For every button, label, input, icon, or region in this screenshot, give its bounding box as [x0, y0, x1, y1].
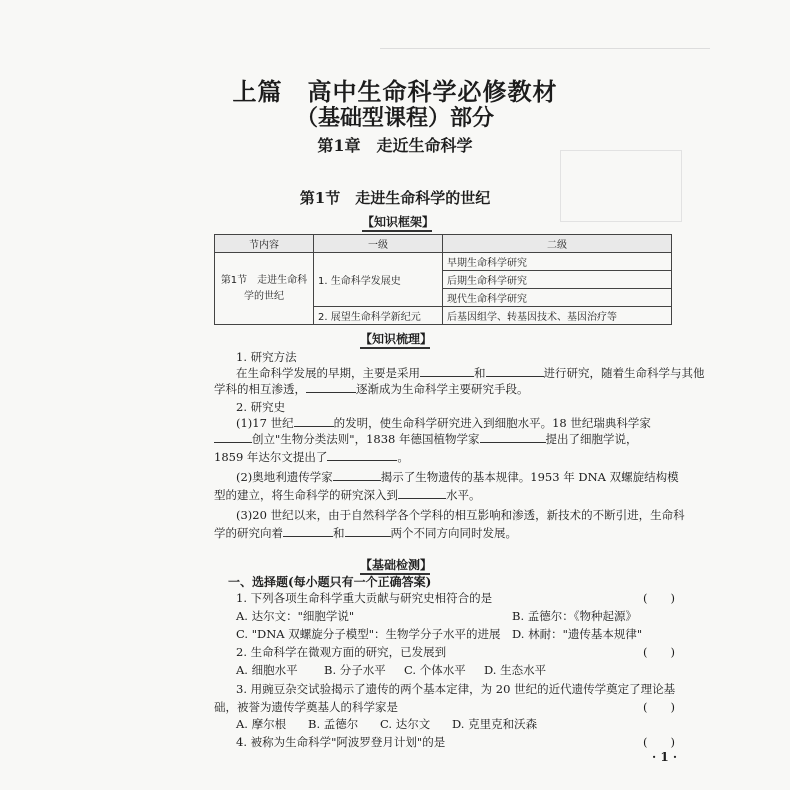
question-1: 1. 下列各项生命科学重大贡献与研究史相符合的是 — [236, 591, 493, 605]
bleed-through — [560, 150, 682, 222]
fill-blank[interactable] — [420, 376, 474, 377]
text: 水平。 — [446, 488, 481, 502]
question-4: 4. 被称为生命科学"阿波罗登月计划"的是 — [236, 735, 446, 749]
paragraph — [214, 525, 517, 541]
table-cell: 后基因组学、转基因技术、基因治疗等 — [443, 307, 672, 325]
paragraph — [214, 381, 529, 397]
table-cell: 第1节 走进生命科学的世纪 — [215, 253, 314, 325]
fill-blank[interactable] — [486, 376, 544, 377]
fill-blank[interactable] — [333, 480, 381, 481]
fill-blank[interactable] — [345, 536, 391, 537]
option-c: C. 达尔文 — [380, 717, 431, 731]
question-2: 2. 生命科学在微观方面的研究，已发展到 — [236, 645, 447, 659]
text: 学科的相互渗透， — [214, 382, 306, 396]
option-a: A. 摩尔根 — [236, 717, 287, 731]
option-d: D. 生态水平 — [484, 663, 547, 677]
option-b: B. 孟德尔 — [308, 717, 359, 731]
text: 1859 年达尔文提出了 — [214, 450, 328, 464]
text: 的发明，使生命科学研究进入到细胞水平。18 世纪瑞典科学家 — [333, 416, 651, 430]
question-3-cont: 础，被誉为遗传学奠基人的科学家是 — [214, 700, 398, 714]
text: (2)奥地利遗传学家 — [236, 470, 333, 484]
answer-paren[interactable]: ( ) — [643, 700, 675, 714]
paragraph — [236, 469, 679, 485]
option-d: D. 林耐："遗传基本规律" — [512, 627, 643, 641]
text: 和 — [333, 526, 345, 540]
review-heading: 【知识梳理】 — [360, 330, 430, 349]
option-d: D. 克里克和沃森 — [452, 717, 538, 731]
paragraph — [236, 415, 651, 431]
text: 逐渐成为生命科学主要研究手段。 — [356, 382, 529, 396]
paragraph — [214, 487, 481, 503]
paragraph — [214, 431, 638, 447]
answer-paren[interactable]: ( ) — [643, 591, 675, 605]
fill-blank[interactable] — [480, 442, 546, 443]
fill-blank[interactable] — [214, 442, 252, 443]
text: 创立"生物分类法则"，1838 年德国植物学家 — [252, 432, 480, 446]
option-b: B. 分子水平 — [324, 663, 386, 677]
history-heading: 2. 研究史 — [236, 400, 286, 414]
basic-test-heading: 【基础检测】 — [360, 556, 430, 575]
paragraph: (3)20 世纪以来，由于自然科学各个学科的相互影响和渗透，新技术的不断引进，生命科 — [236, 508, 685, 522]
knowledge-framework-table — [214, 234, 672, 325]
table-header: 一级 — [314, 235, 443, 253]
question-3: 3. 用豌豆杂交试验揭示了遗传的两个基本定律，为 20 世纪的近代遗传学奠定了理论基 — [236, 682, 676, 696]
fill-blank[interactable] — [306, 392, 356, 393]
paragraph — [236, 365, 705, 381]
text: 揭示了生物遗传的基本规律。1953 年 DNA 双螺旋结构模 — [380, 470, 679, 484]
table-cell: 2. 展望生命科学新纪元 — [314, 307, 443, 325]
option-c: C. 个体水平 — [404, 663, 466, 677]
page-number: · 1 · — [652, 750, 678, 764]
table-cell: 后期生命科学研究 — [443, 271, 672, 289]
fill-blank[interactable] — [283, 536, 333, 537]
table-cell: 现代生命科学研究 — [443, 289, 672, 307]
table-header: 二级 — [443, 235, 672, 253]
text: 提出了细胞学说， — [545, 432, 638, 446]
table-cell: 早期生命科学研究 — [443, 253, 672, 271]
method-heading: 1. 研究方法 — [236, 350, 297, 364]
text: (1)17 世纪 — [236, 416, 294, 430]
paragraph — [214, 449, 409, 465]
text: 两个不同方向同时发展。 — [390, 526, 517, 540]
text: 。 — [397, 450, 409, 464]
option-a: A. 细胞水平 — [236, 663, 298, 677]
answer-paren[interactable]: ( ) — [643, 735, 675, 749]
option-a: A. 达尔文："细胞学说" — [236, 609, 355, 623]
table-header: 节内容 — [215, 235, 314, 253]
text: 在生命科学发展的早期，主要是采用 — [236, 366, 420, 380]
question-group-heading: 一、选择题(每小题只有一个正确答案) — [228, 575, 432, 589]
option-c: C. "DNA 双螺旋分子模型"：生物学分子水平的进展 — [236, 627, 501, 641]
fill-blank[interactable] — [327, 460, 397, 461]
text: 型的建立，将生命科学的研究深入到 — [214, 488, 398, 502]
section-title: 第1节 走进生命科学的世纪 — [299, 189, 491, 207]
part-title: 上篇 高中生命科学必修教材 — [232, 77, 558, 106]
answer-paren[interactable]: ( ) — [643, 645, 675, 659]
fill-blank[interactable] — [398, 498, 446, 499]
fill-blank[interactable] — [294, 426, 334, 427]
framework-heading: 【知识框架】 — [362, 213, 432, 232]
text: 和 — [474, 366, 486, 380]
option-b: B. 孟德尔：《物种起源》 — [512, 609, 638, 623]
bleed-through — [380, 48, 710, 75]
table-header-row — [215, 235, 672, 253]
text: 进行研究，随着生命科学与其他 — [543, 366, 705, 380]
text: 学的研究向着 — [214, 526, 283, 540]
part-subtitle: （基础型课程）部分 — [295, 105, 494, 131]
chapter-title: 第1章 走近生命科学 — [317, 136, 473, 155]
table-row — [215, 253, 672, 271]
table-cell: 1. 生命科学发展史 — [314, 253, 443, 307]
